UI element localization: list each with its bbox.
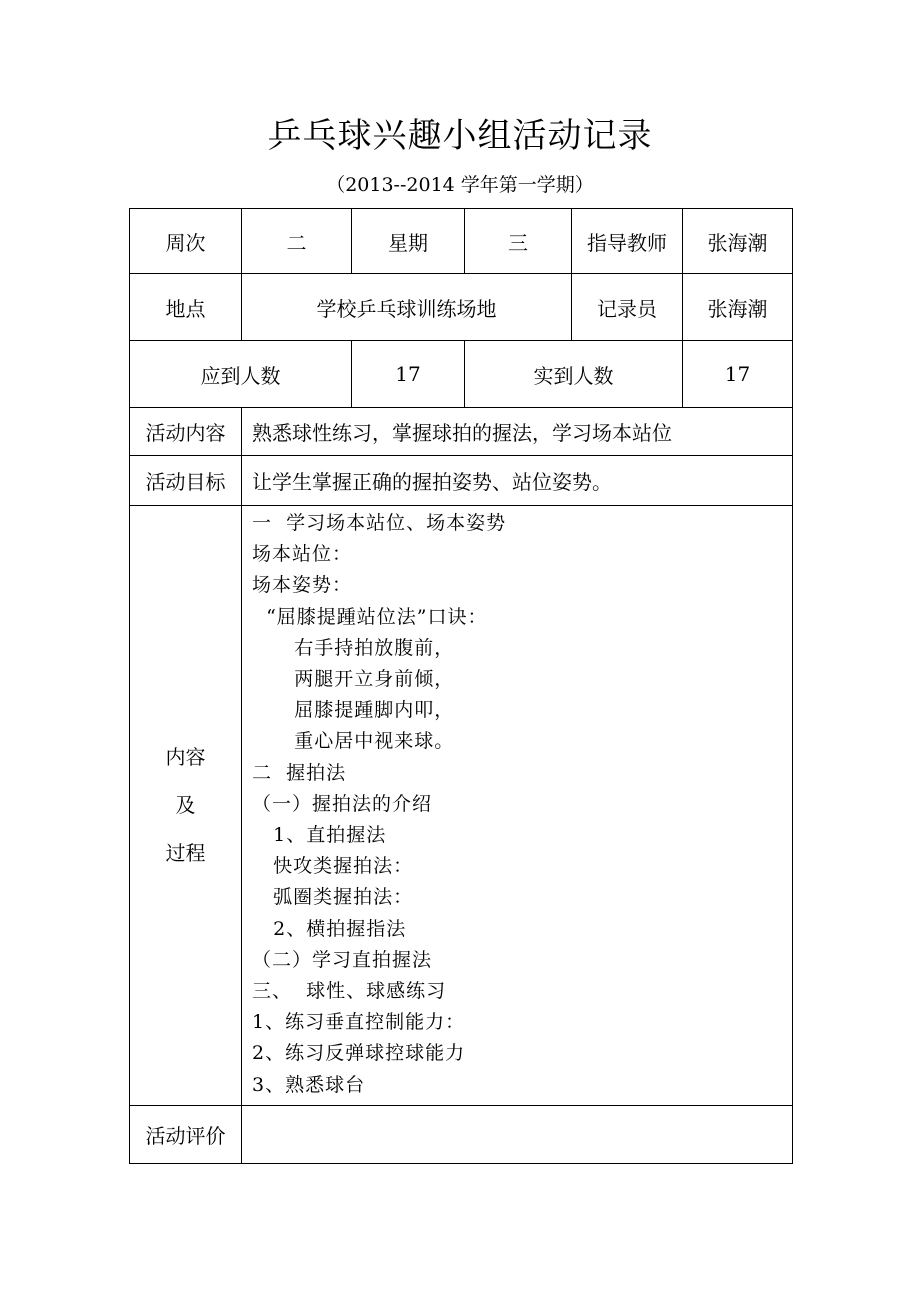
- recorder-label: 记录员: [572, 274, 683, 341]
- process-content: [242, 506, 793, 1106]
- weekday-label: 星期: [352, 209, 465, 274]
- process-label-line: 内容: [165, 745, 206, 770]
- actual-count-value: 17: [683, 341, 793, 408]
- process-label-line: 及: [175, 793, 196, 818]
- process-line: 2、练习反弹球控球能力: [252, 1042, 466, 1065]
- recorder-value: 张海潮: [683, 274, 793, 341]
- activity-goal-label: 活动目标: [130, 456, 242, 506]
- week-label: 周次: [130, 209, 242, 274]
- weekday-value: 三: [465, 209, 572, 274]
- process-label-line: 过程: [165, 841, 206, 866]
- table-row: [130, 274, 793, 341]
- process-line: 1、直拍握法: [252, 824, 387, 847]
- process-line: 屈膝提踵脚内叩，: [252, 699, 455, 722]
- process-line: （二）学习直拍握法: [252, 948, 433, 971]
- expected-count-value: 17: [352, 341, 465, 408]
- activity-content-value: 熟悉球性练习，掌握球拍的握法，学习场本站位: [242, 408, 793, 456]
- activity-content-label: 活动内容: [130, 408, 242, 456]
- expected-count-label: 应到人数: [130, 341, 352, 408]
- evaluation-value: [242, 1105, 793, 1163]
- table-row: [130, 408, 793, 456]
- process-line: 右手持拍放腹前，: [252, 636, 455, 659]
- process-line: “屈膝提踵站位法”口诀：: [252, 605, 488, 628]
- process-line: 2、横拍握指法: [252, 917, 407, 940]
- process-line: 3、熟悉球台: [252, 1073, 366, 1096]
- activity-goal-value: 让学生掌握正确的握拍姿势、站位姿势。: [242, 456, 793, 506]
- process-line: 三、 球性、球感练习: [252, 980, 447, 1003]
- table-row: [130, 209, 793, 274]
- process-line: 快攻类握拍法：: [252, 855, 414, 878]
- process-label: [130, 506, 242, 1106]
- process-line: 两腿开立身前倾，: [252, 668, 455, 691]
- table-row: [130, 341, 793, 408]
- process-line: （一）握拍法的介绍: [252, 792, 433, 815]
- process-line: 一 学习场本站位、场本姿势: [252, 512, 507, 534]
- activity-record-table: [129, 208, 793, 1164]
- place-label: 地点: [130, 274, 242, 341]
- week-value: 二: [242, 209, 352, 274]
- teacher-label: 指导教师: [572, 209, 683, 274]
- process-line: 弧圈类握拍法：: [252, 886, 414, 909]
- process-line: 场本姿势：: [252, 574, 353, 597]
- teacher-value: 张海潮: [683, 209, 793, 274]
- process-line: 1、练习垂直控制能力：: [252, 1011, 466, 1034]
- actual-count-label: 实到人数: [465, 341, 683, 408]
- process-line: 场本站位：: [252, 543, 353, 566]
- page-subtitle: （2013--2014 学年第一学期）: [326, 174, 594, 196]
- table-row: [130, 1105, 793, 1163]
- table-row: [130, 456, 793, 506]
- page-title: 乒乓球兴趣小组活动记录: [267, 116, 653, 156]
- process-line: 二 握拍法: [252, 761, 347, 784]
- process-line: 重心居中视来球。: [252, 730, 455, 753]
- table-row: [130, 506, 793, 1106]
- evaluation-label: 活动评价: [130, 1105, 242, 1163]
- place-value: 学校乒乓球训练场地: [242, 274, 572, 341]
